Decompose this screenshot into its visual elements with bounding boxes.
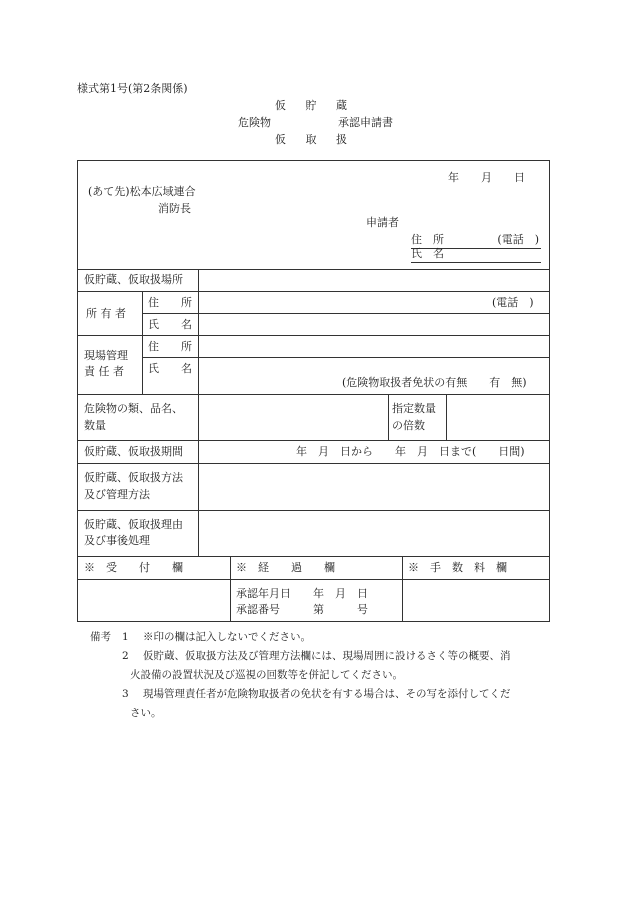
license-note: (危険物取扱者免状の有無 有 無) bbox=[342, 376, 527, 389]
application-form bbox=[77, 160, 550, 622]
addressee-line2: 消防長 bbox=[158, 202, 191, 215]
note-2-number: 2 bbox=[122, 650, 129, 662]
note-2-text-a: 仮貯蔵、仮取扱方法及び管理方法欄には、現場周囲に設けるさく等の概要、消 bbox=[143, 650, 511, 662]
period-value[interactable]: 年 月 日から 年 月 日まで( 日間) bbox=[296, 445, 525, 458]
divider bbox=[142, 291, 143, 394]
note-1-text: ※印の欄は記入しないでください。 bbox=[143, 631, 311, 643]
hazard-label-2: 数量 bbox=[84, 419, 106, 432]
phone-label: (電話 ) bbox=[497, 233, 539, 246]
divider bbox=[78, 335, 549, 336]
divider bbox=[446, 394, 447, 440]
manager-label-2: 責 任 者 bbox=[84, 365, 124, 378]
manager-label-1: 現場管理 bbox=[84, 349, 128, 362]
note-3-number: 3 bbox=[122, 688, 129, 700]
note-1-number: 1 bbox=[122, 631, 129, 643]
method-label-1: 仮貯蔵、仮取扱方法 bbox=[84, 471, 183, 484]
multiple-label-2: の倍数 bbox=[392, 419, 425, 432]
divider bbox=[78, 291, 549, 292]
reception-header: ※ 受 付 欄 bbox=[84, 561, 183, 574]
divider bbox=[142, 357, 549, 358]
divider bbox=[230, 556, 231, 622]
divider bbox=[78, 440, 549, 441]
place-label: 仮貯蔵、仮取扱場所 bbox=[84, 273, 183, 286]
reason-label-2: 及び事後処理 bbox=[84, 534, 150, 547]
divider bbox=[78, 394, 549, 395]
applicant-name-field[interactable] bbox=[411, 245, 541, 263]
owner-name-label: 氏 名 bbox=[148, 318, 192, 331]
manager-address-label: 住 所 bbox=[148, 340, 192, 353]
owner-address-label: 住 所 bbox=[148, 296, 192, 309]
divider bbox=[78, 269, 549, 270]
notes-label: 備考 bbox=[90, 631, 111, 643]
fee-header: ※ 手 数 料 欄 bbox=[408, 561, 507, 574]
hazard-label-1: 危険物の類、品名、 bbox=[84, 402, 183, 415]
addressee-line1: (あて先)松本広域連合 bbox=[88, 185, 196, 198]
address-label: 住 所 bbox=[411, 233, 444, 246]
name-label: 氏 名 bbox=[411, 247, 444, 260]
note-3-text-a: 現場管理責任者が危険物取扱者の免状を有する場合は、その写を添付してくだ bbox=[143, 688, 511, 700]
owner-label: 所 有 者 bbox=[86, 307, 126, 320]
note-3-text-b: さい。 bbox=[130, 707, 162, 719]
approval-date: 承認年月日 年 月 日 bbox=[236, 587, 368, 600]
owner-phone-label: (電話 ) bbox=[492, 296, 534, 309]
divider bbox=[198, 269, 199, 556]
divider bbox=[78, 579, 549, 580]
form-number: 様式第1号(第2条関係) bbox=[77, 82, 188, 95]
progress-header: ※ 経 過 欄 bbox=[236, 561, 335, 574]
reason-label-1: 仮貯蔵、仮取扱理由 bbox=[84, 518, 183, 531]
title-line1: 仮 貯 蔵 bbox=[275, 99, 355, 112]
manager-name-label: 氏 名 bbox=[148, 362, 192, 375]
date-field[interactable]: 年 月 日 bbox=[448, 171, 525, 184]
divider bbox=[78, 463, 549, 464]
divider bbox=[142, 313, 549, 314]
title-line2-left: 危険物 bbox=[238, 116, 271, 129]
applicant-label: 申請者 bbox=[366, 216, 399, 229]
approval-number: 承認番号 第 号 bbox=[236, 603, 368, 616]
divider bbox=[78, 556, 549, 557]
method-label-2: 及び管理方法 bbox=[84, 488, 150, 501]
divider bbox=[402, 556, 403, 622]
title-line2-right: 承認申請書 bbox=[338, 116, 393, 129]
divider bbox=[388, 394, 389, 440]
multiple-label-1: 指定数量 bbox=[392, 402, 436, 415]
period-label: 仮貯蔵、仮取扱期間 bbox=[84, 445, 183, 458]
title-line3: 仮 取 扱 bbox=[275, 133, 355, 146]
note-2-text-b: 火設備の設置状況及び巡視の回数等を併記してください。 bbox=[130, 669, 403, 681]
divider bbox=[78, 510, 549, 511]
